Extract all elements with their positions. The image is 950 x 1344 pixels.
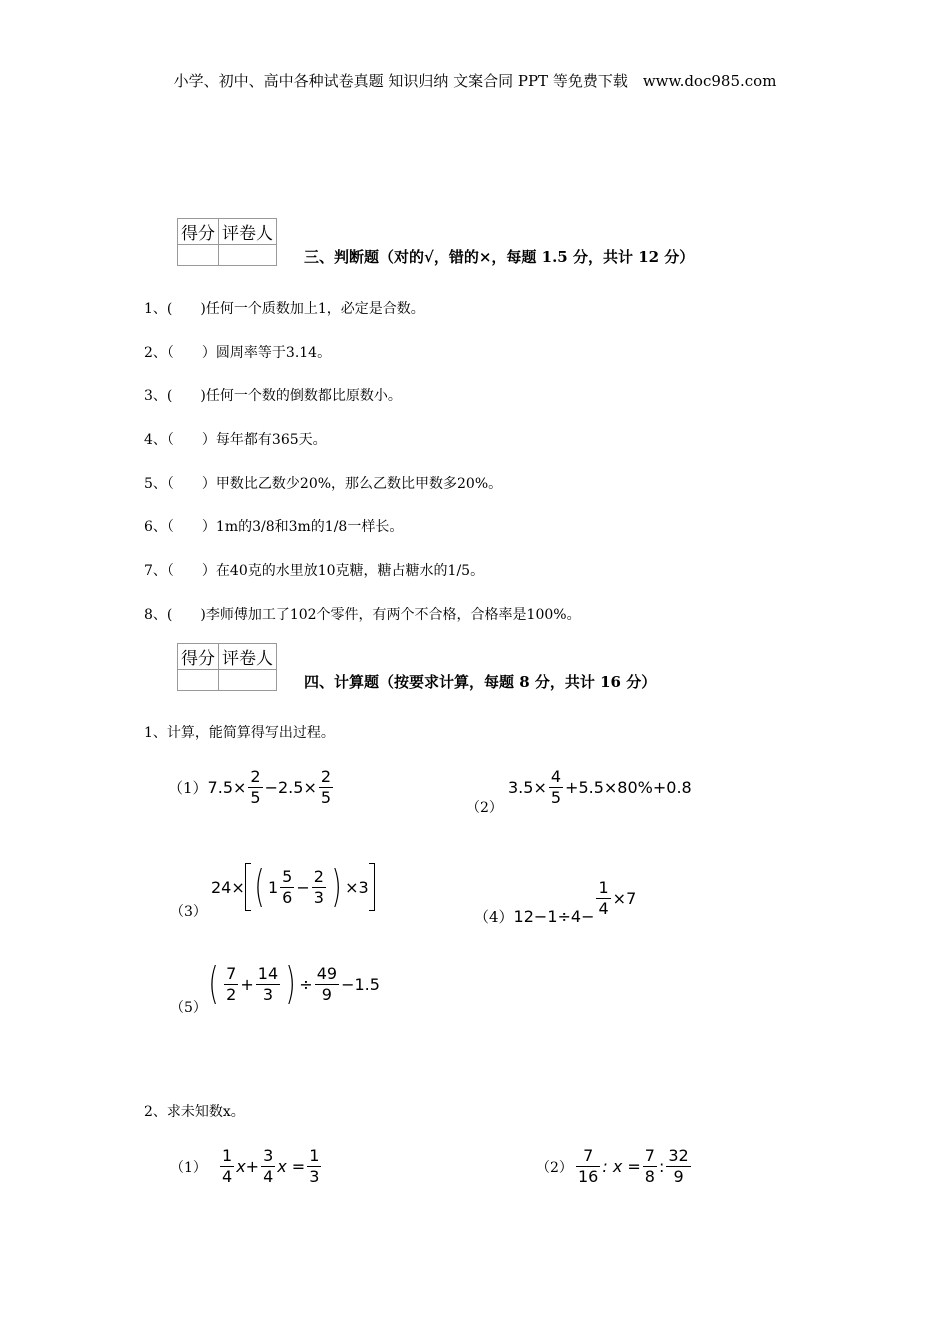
- question-item: 6、（ ）1m的3/8和3m的1/8一样长。: [144, 519, 404, 535]
- question-text: 1、计算，能简算得写出过程。: [144, 725, 335, 741]
- expression-1: （1） 7.5× $\frac{2}{5}$ −2.5× $\frac{2}{5}$: [168, 767, 332, 807]
- expression-4: （4） 12−1÷4− $\frac{1}{4}$ ×7: [474, 878, 637, 926]
- score-box: [177, 218, 277, 266]
- label-5: （5）: [170, 1000, 207, 1016]
- score-label: 得分: [178, 219, 219, 245]
- question-item: 1、( )任何一个质数加上1，必定是合数。: [144, 301, 425, 317]
- page-header: 小学、初中、高中各种试卷真题 知识归纳 文案合同 PPT 等免费下载 www.doc985.com: [173, 72, 777, 90]
- question-item: 5、（ ）甲数比乙数少20%，那么乙数比甲数多20%。: [144, 476, 503, 492]
- expression-2: 3.5× $\frac{4}{5}$ +5.5×80%+0.8: [508, 767, 692, 807]
- equation-2: $\frac{7}{16}$ : x = $\frac{7}{8}$ : $\frac{32}{9}$: [578, 1146, 689, 1186]
- score-label: 得分: [178, 644, 219, 670]
- expression-3: 24× ( 1 $\frac{5}{6}$ − $\frac{2}{3}$ ) ×3: [211, 863, 375, 911]
- question-item: 4、（ ）每年都有365天。: [144, 432, 327, 448]
- grader-label: 评卷人: [219, 644, 277, 670]
- question-text: 2、求未知数x。: [144, 1104, 245, 1120]
- question-item: 2、（ ）圆周率等于3.14。: [144, 345, 332, 361]
- question-item: 7、（ ）在40克的水里放10克糖，糖占糖水的1/5。: [144, 563, 485, 579]
- section-title: 四、计算题（按要求计算，每题 8 分，共计 16 分）: [304, 673, 657, 691]
- label-solve-2: （2）: [536, 1160, 573, 1176]
- label-3: （3）: [170, 904, 207, 920]
- label-solve-1: （1）: [170, 1160, 207, 1176]
- equation-1: $\frac{1}{4}$ x+ $\frac{3}{4}$ x = $\frac{1}{3}$: [222, 1146, 320, 1186]
- expression-5: ( $\frac{7}{2}$ + $\frac{14}{3}$ ) ÷ $\frac{49}{9}$ −1.5: [208, 958, 380, 1009]
- grader-label: 评卷人: [219, 219, 277, 245]
- section-title: 三、判断题（对的√，错的×，每题 1.5 分，共计 12 分）: [304, 248, 695, 266]
- score-box: [177, 643, 277, 691]
- question-item: 8、( )李师傅加工了102个零件，有两个不合格，合格率是100%。: [144, 607, 581, 623]
- question-item: 3、( )任何一个数的倒数都比原数小。: [144, 388, 402, 404]
- label-2: （2）: [466, 800, 503, 816]
